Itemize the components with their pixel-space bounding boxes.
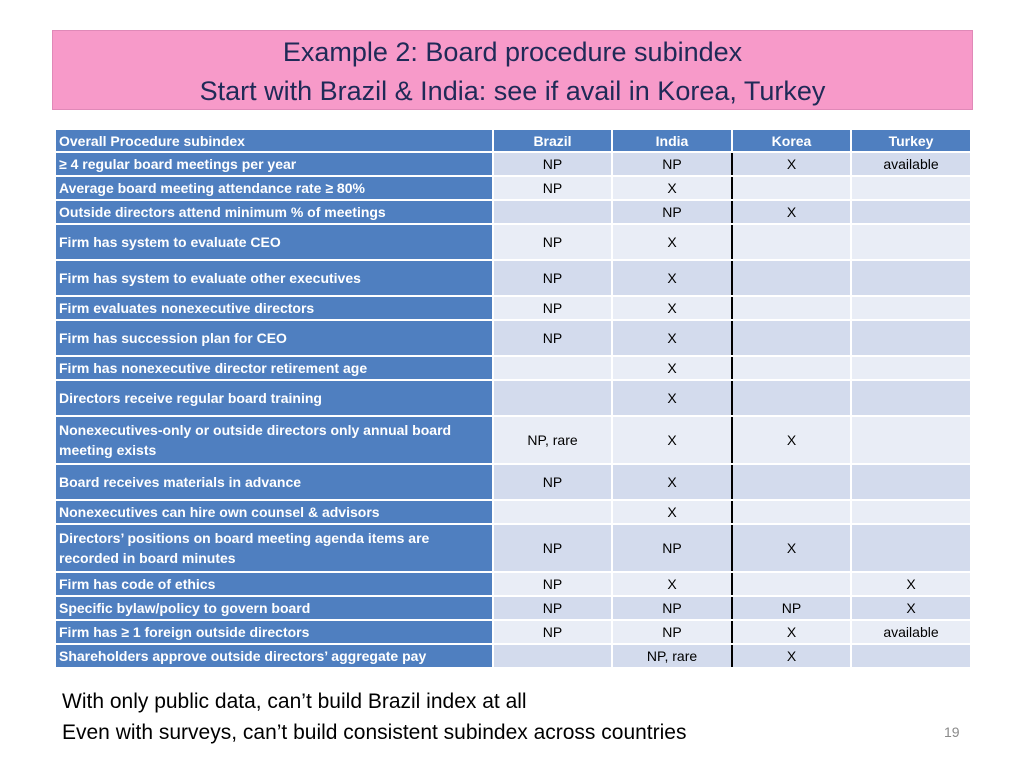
cell-turkey: X	[851, 596, 971, 620]
row-label: Firm has code of ethics	[55, 572, 493, 596]
table-row	[55, 380, 971, 416]
slide-title-box	[52, 30, 973, 110]
cell-brazil: NP	[493, 260, 612, 296]
cell-turkey	[851, 320, 971, 356]
cell-brazil	[493, 500, 612, 524]
table-row	[55, 152, 971, 176]
row-label: Directors receive regular board training	[55, 380, 493, 416]
cell-korea: X	[732, 152, 851, 176]
cell-turkey: available	[851, 152, 971, 176]
cell-india: X	[612, 416, 732, 464]
cell-korea	[732, 260, 851, 296]
row-label: Firm evaluates nonexecutive directors	[55, 296, 493, 320]
cell-india: X	[612, 224, 732, 260]
row-label: Firm has system to evaluate CEO	[55, 224, 493, 260]
cell-korea: X	[732, 416, 851, 464]
cell-brazil	[493, 356, 612, 380]
cell-brazil: NP	[493, 320, 612, 356]
cell-korea	[732, 572, 851, 596]
table-row	[55, 644, 971, 668]
cell-brazil: NP	[493, 224, 612, 260]
cell-korea	[732, 500, 851, 524]
cell-india: X	[612, 356, 732, 380]
footer-note-2: Even with surveys, can’t build consistent subindex across countries	[62, 721, 687, 744]
cell-brazil: NP	[493, 296, 612, 320]
cell-india: X	[612, 320, 732, 356]
table-row	[55, 596, 971, 620]
cell-india: NP	[612, 620, 732, 644]
cell-turkey	[851, 416, 971, 464]
row-label: Shareholders approve outside directors’ aggregate pay	[55, 644, 493, 668]
cell-brazil	[493, 644, 612, 668]
cell-india: X	[612, 260, 732, 296]
procedure-subindex-table	[54, 128, 972, 669]
table-row	[55, 296, 971, 320]
header-korea: Korea	[732, 129, 851, 152]
table-row	[55, 524, 971, 572]
cell-turkey	[851, 464, 971, 500]
cell-korea: X	[732, 200, 851, 224]
cell-turkey	[851, 380, 971, 416]
header-india: India	[612, 129, 732, 152]
row-label: ≥ 4 regular board meetings per year	[55, 152, 493, 176]
cell-brazil: NP	[493, 524, 612, 572]
cell-turkey	[851, 500, 971, 524]
table-row	[55, 416, 971, 464]
cell-india: NP	[612, 524, 732, 572]
cell-brazil: NP	[493, 620, 612, 644]
header-subindex: Overall Procedure subindex	[55, 129, 493, 152]
cell-korea	[732, 296, 851, 320]
cell-turkey	[851, 200, 971, 224]
cell-india: X	[612, 464, 732, 500]
cell-korea: X	[732, 644, 851, 668]
cell-india: NP, rare	[612, 644, 732, 668]
cell-india: X	[612, 500, 732, 524]
table-row	[55, 356, 971, 380]
page-number: 19	[944, 724, 960, 740]
footer-note-1: With only public data, can’t build Brazil index at all	[62, 690, 527, 713]
cell-india: NP	[612, 200, 732, 224]
cell-korea	[732, 356, 851, 380]
row-label: Firm has ≥ 1 foreign outside directors	[55, 620, 493, 644]
table-row	[55, 620, 971, 644]
cell-turkey	[851, 224, 971, 260]
cell-brazil	[493, 200, 612, 224]
cell-korea: X	[732, 524, 851, 572]
table-row	[55, 320, 971, 356]
cell-turkey: available	[851, 620, 971, 644]
cell-india: X	[612, 296, 732, 320]
cell-turkey	[851, 524, 971, 572]
row-label: Nonexecutives-only or outside directors only annual board meeting exists	[55, 416, 493, 464]
cell-india: NP	[612, 596, 732, 620]
cell-turkey	[851, 260, 971, 296]
cell-turkey	[851, 176, 971, 200]
table-row	[55, 224, 971, 260]
table-row	[55, 260, 971, 296]
cell-brazil: NP	[493, 596, 612, 620]
slide-subtitle: Start with Brazil & India: see if avail in Korea, Turkey	[199, 76, 826, 106]
cell-brazil: NP, rare	[493, 416, 612, 464]
cell-brazil: NP	[493, 152, 612, 176]
cell-brazil: NP	[493, 572, 612, 596]
row-label: Firm has nonexecutive director retirement age	[55, 356, 493, 380]
cell-turkey	[851, 644, 971, 668]
cell-korea	[732, 176, 851, 200]
table-row	[55, 572, 971, 596]
row-label: Average board meeting attendance rate ≥ 80%	[55, 176, 493, 200]
cell-brazil: NP	[493, 464, 612, 500]
cell-brazil: NP	[493, 176, 612, 200]
row-label: Firm has succession plan for CEO	[55, 320, 493, 356]
table-row	[55, 200, 971, 224]
table-row	[55, 500, 971, 524]
cell-korea	[732, 464, 851, 500]
cell-turkey: X	[851, 572, 971, 596]
header-brazil: Brazil	[493, 129, 612, 152]
row-label: Directors’ positions on board meeting agenda items are recorded in board minutes	[55, 524, 493, 572]
cell-korea	[732, 320, 851, 356]
table-row	[55, 176, 971, 200]
cell-turkey	[851, 356, 971, 380]
cell-india: NP	[612, 152, 732, 176]
cell-brazil	[493, 380, 612, 416]
row-label: Specific bylaw/policy to govern board	[55, 596, 493, 620]
cell-korea: X	[732, 620, 851, 644]
footer-notes	[62, 686, 686, 748]
row-label: Board receives materials in advance	[55, 464, 493, 500]
cell-korea	[732, 380, 851, 416]
cell-india: X	[612, 380, 732, 416]
header-turkey: Turkey	[851, 129, 971, 152]
row-label: Nonexecutives can hire own counsel & advisors	[55, 500, 493, 524]
table-header-row	[55, 129, 971, 152]
table-row	[55, 464, 971, 500]
cell-turkey	[851, 296, 971, 320]
cell-india: X	[612, 176, 732, 200]
cell-korea: NP	[732, 596, 851, 620]
slide-title: Example 2: Board procedure subindex	[282, 37, 743, 67]
row-label: Firm has system to evaluate other executives	[55, 260, 493, 296]
cell-korea	[732, 224, 851, 260]
row-label: Outside directors attend minimum % of meetings	[55, 200, 493, 224]
cell-india: X	[612, 572, 732, 596]
